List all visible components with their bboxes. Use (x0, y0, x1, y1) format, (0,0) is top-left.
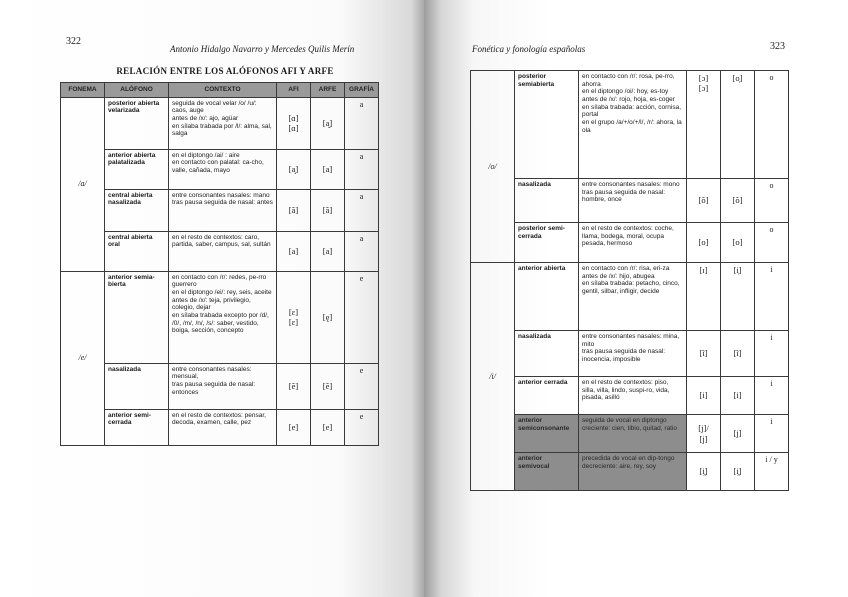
afi-cell: [ɛ] [ɛ] (277, 271, 311, 363)
table-row (471, 377, 789, 415)
grafia-cell: i (755, 377, 789, 415)
afi-cell: [õ] (687, 179, 721, 223)
arfe-cell: [o̜] (721, 71, 755, 179)
grafia-cell: i (755, 263, 789, 331)
context-cell: en el resto de contextos: piso, silla, villa, lindo, suspi-ro, vida, pisada, asilló (579, 377, 687, 415)
context-cell: entre consonantes nasales: mono tras pausa seguida de nasal: hombre, once (579, 179, 687, 223)
table-caption: RELACIÓN ENTRE LOS ALÓFONOS AFI Y ARFE (116, 66, 334, 76)
phoneme-cell: /e/ (61, 271, 105, 445)
afi-cell: [ẽ] (277, 363, 311, 409)
allophone-cell: anterior semia-bierta (105, 271, 169, 363)
allophone-cell: posterior semiabierta (515, 71, 579, 179)
phoneme-cell: /o/ (471, 71, 515, 263)
context-cell: en el resto de contextos: pensar, decoda, examen, calle, pez (169, 409, 277, 445)
context-cell: seguida de vocal en diptongo creciente: cien, tibio, quitad, ratio (579, 415, 687, 453)
header-arfe: ARFE (311, 83, 345, 98)
context-cell: seguida de vocal velar /o/ /u/: caos, auge antes de /x/: ajo, agüar en sílaba trabada por /l/: alma, sal, salga (169, 97, 277, 149)
allophone-cell: anterior cerrada (515, 377, 579, 415)
table-row (471, 179, 789, 223)
context-cell: entre consonantes nasales: mano tras pausa seguida de nasal: antes (169, 189, 277, 231)
arfe-cell: [e] (311, 409, 345, 445)
allophone-cell: anterior abierta (515, 263, 579, 331)
grafia-cell: e (345, 409, 379, 445)
phoneme-cell: /i/ (471, 263, 515, 491)
afi-cell: [j]/ [j] (687, 415, 721, 453)
afi-cell: [ɪ] (687, 263, 721, 331)
arfe-cell: [ę] (311, 271, 345, 363)
arfe-cell: [ã] (311, 189, 345, 231)
arfe-cell: [ĩ] (721, 331, 755, 377)
allophone-cell: posterior abierta velarizada (105, 97, 169, 149)
grafia-cell: i / y (755, 453, 789, 491)
arfe-cell: [o] (721, 223, 755, 263)
page-number-left: 322 (66, 36, 81, 47)
context-cell: en contacto con /r/: rosa, pe-rro, ahorra en el diptongo /oi/: hoy, es-toy antes de /x/: rojo, hoja, es-coger en sílaba trabada: acción, cornisa, portal en el grupo /a/+/o/+/l/, /r/: ahora, la ola (579, 71, 687, 179)
table-row (471, 331, 789, 377)
table-row (471, 453, 789, 491)
afi-cell: [a] (277, 231, 311, 271)
running-head-left: Antonio Hidalgo Navarro y Mercedes Quilis Merín (170, 44, 355, 54)
table-row (471, 71, 789, 179)
table-row (61, 409, 379, 445)
context-cell: precedida de vocal en dip-tongo decreciente: aire, rey, soy (579, 453, 687, 491)
grafia-cell: a (345, 149, 379, 189)
context-cell: en contacto con /r/: risa, eri-za antes de /x/: hijo, abugea en sílaba trabada: petacho, cinco, gentil, silbar, infligir, decide (579, 263, 687, 331)
afi-cell: [i̯] (687, 453, 721, 491)
allophones-table-o-i (470, 70, 789, 491)
table-header-row (61, 83, 379, 98)
phoneme-cell: /a/ (61, 97, 105, 271)
context-cell: en el resto de contextos: caro, partida, saber, campus, sal, sultán (169, 231, 277, 271)
afi-cell: [a̟] (277, 149, 311, 189)
grafia-cell: o (755, 71, 789, 179)
arfe-cell: [õ] (721, 179, 755, 223)
allophone-cell: nasalizada (105, 363, 169, 409)
grafia-cell: o (755, 223, 789, 263)
afi-cell: [e] (277, 409, 311, 445)
afi-cell: [o] (687, 223, 721, 263)
grafia-cell: i (755, 415, 789, 453)
header-grafia: GRAFÍA (345, 83, 379, 98)
table-row (471, 263, 789, 331)
allophone-cell: central abierta oral (105, 231, 169, 271)
allophone-cell: anterior abierta palatalizada (105, 149, 169, 189)
arfe-cell: [a] (311, 231, 345, 271)
grafia-cell: e (345, 363, 379, 409)
allophone-cell: posterior semi-cerrada (515, 223, 579, 263)
table-row (471, 415, 789, 453)
arfe-cell: [a] (311, 149, 345, 189)
grafia-cell: o (755, 179, 789, 223)
grafia-cell: e (345, 271, 379, 363)
page-number-right: 323 (770, 41, 785, 52)
table-row (61, 271, 379, 363)
grafia-cell: a (345, 97, 379, 149)
afi-cell: [ĩ] (687, 331, 721, 377)
arfe-cell: [ẽ] (311, 363, 345, 409)
allophone-cell: nasalizada (515, 179, 579, 223)
running-head-right: Fonética y fonología españolas (472, 44, 586, 54)
header-afi: AFI (277, 83, 311, 98)
table-row (61, 149, 379, 189)
table-row (471, 223, 789, 263)
afi-cell: [ɔ] [ɔ] (687, 71, 721, 179)
afi-cell: [ã] (277, 189, 311, 231)
allophone-cell: anterior semivocal (515, 453, 579, 491)
allophone-cell: nasalizada (515, 331, 579, 377)
table-row (61, 363, 379, 409)
context-cell: en contacto con /r/: redes, pe-rro guerrero en el diptongo /ei/: rey, seis, aceite antes de /x/: teja, privilegio, colegio, dejar en sílaba trabada excepto por /d/, /0/, /m/, /n/, /s/: saber, vestido, boiga, sección, concepto (169, 271, 277, 363)
table-row (61, 231, 379, 271)
header-alofono: ALÓFONO (105, 83, 169, 98)
context-cell: entre consonantes nasales: mina, mito tras pausa seguida de nasal: inocencia, imposible (579, 331, 687, 377)
context-cell: en el resto de contextos: coche, llama, bodega, moral, ocupa pesada, hermoso (579, 223, 687, 263)
arfe-cell: [i] (721, 377, 755, 415)
allophone-cell: anterior semiconsonante (515, 415, 579, 453)
allophone-cell: anterior semi-cerrada (105, 409, 169, 445)
arfe-cell: [i̯] (721, 453, 755, 491)
right-page (424, 0, 848, 597)
allophone-cell: central abierta nasalizada (105, 189, 169, 231)
header-contexto: CONTEXTO (169, 83, 277, 98)
grafia-cell: i (755, 331, 789, 377)
context-cell: en el diptongo /ai/ : aire en contacto con palatal: ca-cho, valle, cañada, mayo (169, 149, 277, 189)
afi-cell: [i] (687, 377, 721, 415)
allophones-table-a-e (60, 82, 379, 446)
context-cell: entre consonantes nasales: mensual, tras pausa seguida de nasal: entonces (169, 363, 277, 409)
table-row (61, 189, 379, 231)
header-fonema: FONEMA (61, 83, 105, 98)
arfe-cell: [i̜] (721, 263, 755, 331)
arfe-cell: [j] (721, 415, 755, 453)
afi-cell: [ɑ] [ɑ] (277, 97, 311, 149)
grafia-cell: a (345, 189, 379, 231)
grafia-cell: a (345, 231, 379, 271)
arfe-cell: [a̬] (311, 97, 345, 149)
table-row (61, 97, 379, 149)
